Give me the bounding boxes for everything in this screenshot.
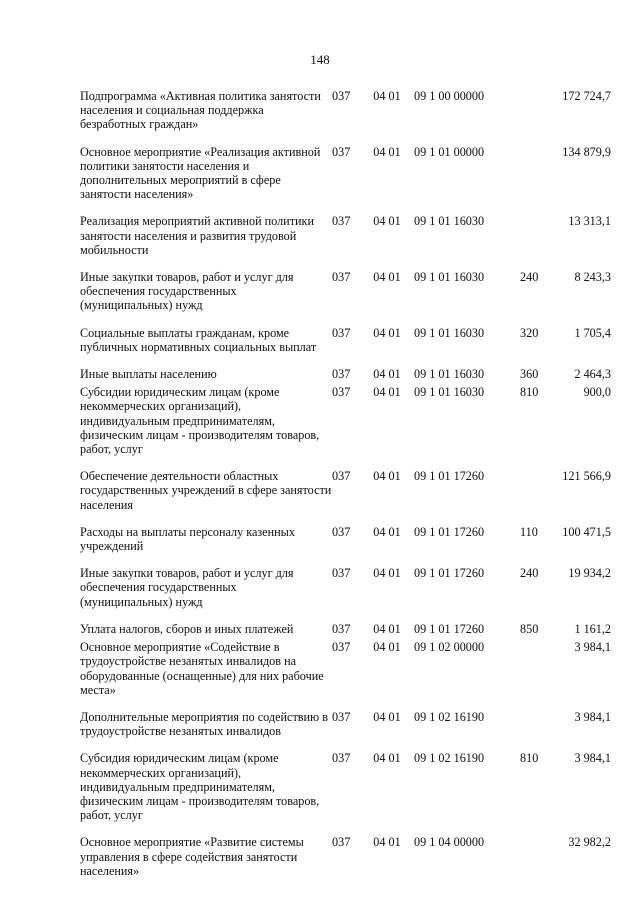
row-section-code: 04 01 — [373, 835, 401, 850]
table-row — [80, 89, 611, 145]
row-expense-type: 110 — [520, 524, 538, 539]
row-section-code: 04 01 — [373, 214, 401, 229]
row-ministry-code: 037 — [332, 621, 351, 636]
row-target-article: 09 1 01 16030 — [414, 214, 485, 229]
row-name: Основное мероприятие «Содействие в трудоустройстве незанятых инвалидов на оборудованные (оснащенные) для них рабочие места» — [80, 640, 324, 697]
row-amount: 172 724,7 — [562, 89, 611, 103]
row-amount: 3 984,1 — [574, 640, 611, 655]
row-target-article: 09 1 01 16030 — [414, 270, 485, 285]
table-row — [80, 751, 611, 835]
page-number: 148 — [310, 52, 330, 67]
table-row — [80, 385, 611, 469]
row-amount: 900,0 — [583, 385, 611, 400]
row-ministry-code: 037 — [332, 835, 351, 850]
row-expense-type: 810 — [520, 751, 539, 766]
row-target-article: 09 1 01 17260 — [414, 621, 485, 636]
row-target-article: 09 1 01 16030 — [414, 367, 485, 382]
row-name: Иные закупки товаров, работ и услуг для обеспечения государственных (муниципальных) нужд — [80, 270, 294, 313]
row-target-article: 09 1 01 00000 — [414, 144, 485, 159]
row-amount: 8 243,3 — [574, 270, 611, 285]
row-target-article: 09 1 02 00000 — [414, 640, 485, 655]
row-expense-type: 240 — [520, 566, 539, 581]
row-expense-type: 320 — [520, 325, 539, 340]
row-expense-type: 850 — [520, 621, 539, 636]
row-expense-type: 810 — [520, 385, 539, 400]
row-ministry-code: 037 — [332, 524, 351, 539]
row-name: Подпрограмма «Активная политика занятости населения и социальная поддержка безработных граждан» — [80, 89, 321, 132]
table-row — [80, 640, 611, 710]
row-ministry-code: 037 — [332, 640, 351, 655]
table-row — [80, 525, 611, 566]
row-target-article: 09 1 01 17260 — [414, 566, 485, 581]
row-ministry-code: 037 — [332, 709, 351, 724]
budget-table — [80, 89, 611, 891]
row-section-code: 04 01 — [373, 89, 401, 103]
row-ministry-code: 037 — [332, 385, 351, 400]
row-section-code: 04 01 — [373, 144, 401, 159]
row-amount: 121 566,9 — [562, 469, 611, 484]
row-name: Социальные выплаты гражданам, кроме публичных нормативных социальных выплат — [80, 325, 317, 354]
row-section-code: 04 01 — [373, 524, 401, 539]
table-row — [80, 622, 611, 640]
row-amount: 19 934,2 — [568, 566, 611, 581]
row-section-code: 04 01 — [373, 640, 401, 655]
row-section-code: 04 01 — [373, 325, 401, 340]
table-row — [80, 145, 611, 215]
row-ministry-code: 037 — [332, 270, 351, 285]
row-section-code: 04 01 — [373, 385, 401, 400]
row-amount: 2 464,3 — [574, 367, 611, 382]
row-expense-type — [520, 640, 554, 710]
row-ministry-code: 037 — [332, 367, 351, 382]
row-expense-type — [520, 835, 554, 891]
row-section-code: 04 01 — [373, 367, 401, 382]
row-target-article: 09 1 02 16190 — [414, 709, 485, 724]
row-expense-type — [520, 710, 554, 751]
row-ministry-code: 037 — [332, 214, 351, 229]
row-section-code: 04 01 — [373, 270, 401, 285]
table-row — [80, 710, 611, 751]
row-name: Иные выплаты населению — [80, 367, 217, 382]
budget-table-body — [80, 89, 611, 891]
row-name: Дополнительные мероприятия по содействию в трудоустройстве незанятых инвалидов — [80, 709, 328, 739]
row-target-article: 09 1 02 16190 — [414, 751, 485, 766]
row-name: Обеспечение деятельности областных государственных учреждений в сфере занятости населения — [80, 469, 332, 512]
table-row — [80, 835, 611, 891]
row-amount: 3 984,1 — [574, 751, 611, 766]
row-name: Реализация мероприятий активной политики занятости населения и развития трудовой мобильности — [80, 214, 314, 257]
table-row — [80, 469, 611, 525]
row-amount: 1 705,4 — [574, 325, 611, 340]
row-ministry-code: 037 — [332, 325, 351, 340]
row-ministry-code: 037 — [332, 751, 351, 766]
row-name: Уплата налогов, сборов и иных платежей — [80, 621, 294, 636]
row-target-article: 09 1 01 16030 — [414, 385, 485, 400]
row-section-code: 04 01 — [373, 469, 401, 484]
row-section-code: 04 01 — [373, 621, 401, 636]
row-target-article: 09 1 01 17260 — [414, 469, 485, 484]
row-target-article: 09 1 04 00000 — [414, 835, 485, 850]
row-expense-type — [520, 214, 554, 270]
row-amount: 32 982,2 — [568, 835, 611, 850]
row-name: Субсидия юридическим лицам (кроме некоммерческих организаций), индивидуальным предпринимателям, физическим лицам - производителям товаров, работ, услуг — [80, 751, 320, 823]
row-target-article: 09 1 01 17260 — [414, 524, 485, 539]
row-section-code: 04 01 — [373, 751, 401, 766]
row-ministry-code: 037 — [332, 144, 351, 159]
row-ministry-code: 037 — [332, 469, 351, 484]
row-expense-type: 360 — [520, 367, 539, 382]
table-row — [80, 326, 611, 367]
row-name: Основное мероприятие «Реализация активной политики занятости населения и дополнительных мероприятий в сфере занятости населения» — [80, 144, 321, 202]
row-name: Основное мероприятие «Развитие системы управления в сфере содействия занятости населения» — [80, 835, 304, 878]
row-name: Расходы на выплаты персоналу казенных учреждений — [80, 524, 295, 554]
row-expense-type — [520, 469, 554, 525]
table-row — [80, 566, 611, 622]
row-amount: 100 471,5 — [562, 524, 611, 539]
row-target-article: 09 1 01 16030 — [414, 325, 485, 340]
table-row — [80, 270, 611, 326]
row-target-article: 09 1 00 00000 — [414, 89, 485, 103]
row-ministry-code: 037 — [332, 566, 351, 581]
row-ministry-code: 037 — [332, 89, 351, 103]
row-section-code: 04 01 — [373, 709, 401, 724]
row-expense-type — [520, 145, 554, 215]
table-row — [80, 367, 611, 385]
row-section-code: 04 01 — [373, 566, 401, 581]
row-name: Субсидии юридическим лицам (кроме некоммерческих организаций), индивидуальным предпринимателям, физическим лицам - производителям товаров, работ, услуг — [80, 385, 320, 457]
row-expense-type — [520, 89, 554, 145]
row-amount: 13 313,1 — [568, 214, 611, 229]
row-amount: 1 161,2 — [574, 621, 611, 636]
table-row — [80, 214, 611, 270]
row-amount: 3 984,1 — [574, 709, 611, 724]
row-amount: 134 879,9 — [562, 144, 611, 159]
row-expense-type: 240 — [520, 270, 539, 285]
row-name: Иные закупки товаров, работ и услуг для обеспечения государственных (муниципальных) нужд — [80, 566, 294, 609]
